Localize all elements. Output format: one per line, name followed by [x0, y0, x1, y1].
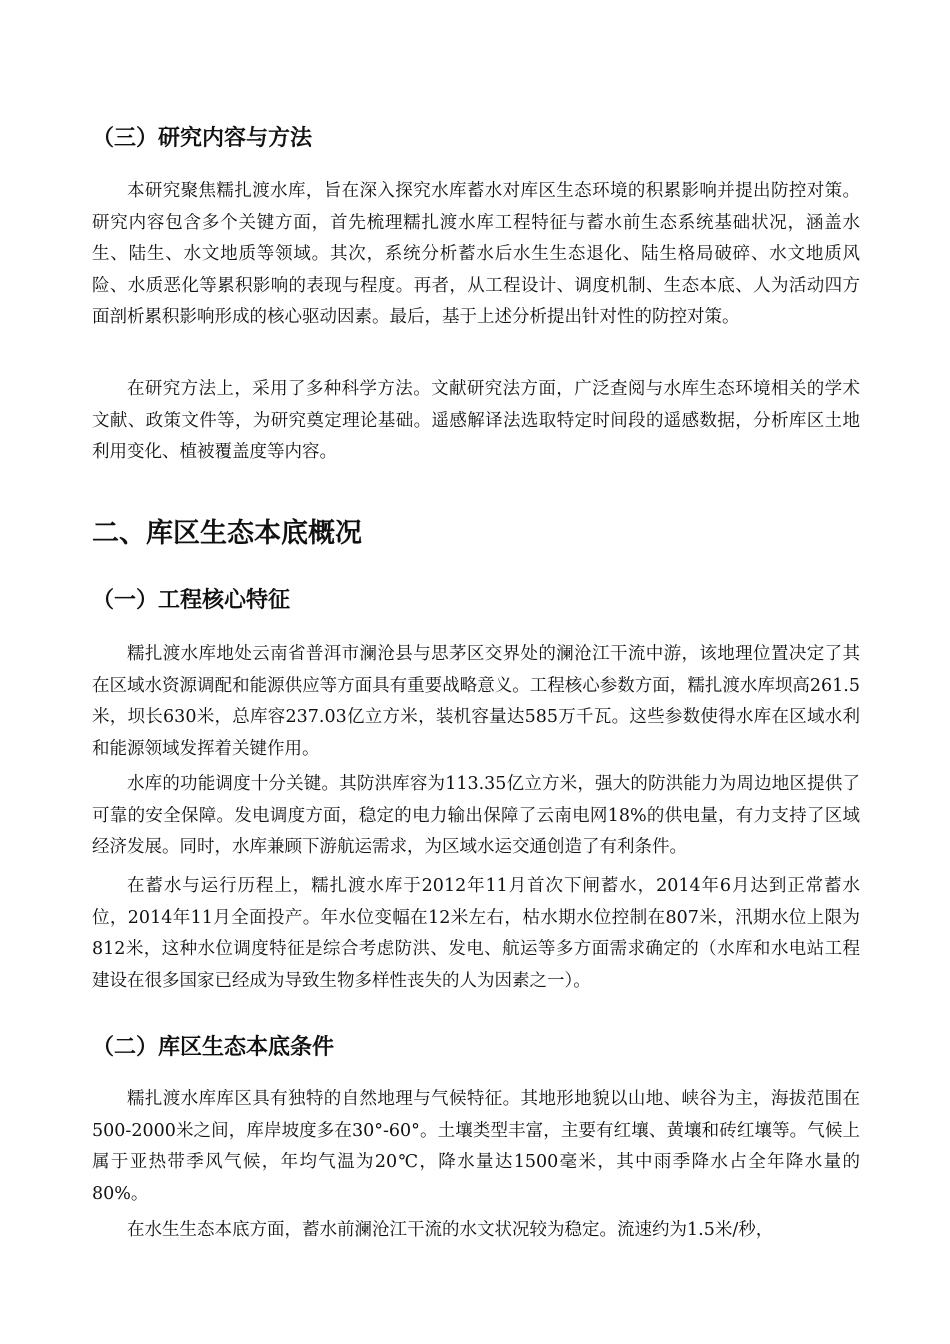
paragraph-geography-climate: 糯扎渡水库库区具有独特的自然地理与气候特征。其地形地貌以山地、峡谷为主，海拔范围在500-2000米之间，库岸坡度多在30°-60°。土壤类型丰富，主要有红壤、黄壤和砖红壤等。气候上属于亚热带季风气候，年均气温为20℃，降水量达1500毫米，其中雨季降水占全年降水量的80%。: [92, 1089, 860, 1204]
paragraph-engineering-location: 糯扎渡水库地处云南省普洱市澜沧县与思茅区交界处的澜沧江干流中游，该地理位置决定了其在区域水资源调配和能源供应等方面具有重要战略意义。工程核心参数方面，糯扎渡水库坝高261.5米，坝长630米，总库容237.03亿立方米，装机容量达585万千瓦。这些参数使得水库在区域水利和能源领域发挥着关键作用。: [92, 644, 860, 759]
section-heading-engineering-features: （一）工程核心特征: [92, 588, 291, 613]
paragraph-research-methods: 在研究方法上，采用了多种科学方法。文献研究法方面，广泛查阅与水库生态环境相关的学术文献、政策文件等，为研究奠定理论基础。遥感解译法选取特定时间段的遥感数据，分析库区土地利用变化、植被覆盖度等内容。: [92, 379, 860, 462]
paragraph-function-dispatch: 水库的功能调度十分关键。其防洪库容为113.35亿立方米，强大的防洪能力为周边地区提供了可靠的安全保障。发电调度方面，稳定的电力输出保障了云南电网18%的供电量，有力支持了区域经济发展。同时，水库兼顾下游航运需求，为区域水运交通创造了有利条件。: [92, 774, 860, 857]
paragraph-aquatic-baseline: 在水生生态本底方面，蓄水前澜沧江干流的水文状况较为稳定。流速约为1.5米/秒，: [127, 1220, 774, 1240]
paragraph-impoundment-history: 在蓄水与运行历程上，糯扎渡水库于2012年11月首次下闸蓄水，2014年6月达到正常蓄水位，2014年11月全面投产。年水位变幅在12米左右，枯水期水位控制在807米，汛期水位上限为812米，这种水位调度特征是综合考虑防洪、发电、航运等多方面需求确定的（水库和水电站工程建设在很多国家已经成为导致生物多样性丧失的人为因素之一）。: [92, 876, 860, 991]
section-heading-research-content: （三）研究内容与方法: [92, 126, 313, 151]
chapter-heading-ecological-baseline: 二、库区生态本底概况: [92, 518, 362, 549]
section-heading-baseline-conditions: （二）库区生态本底条件: [92, 1035, 335, 1060]
paragraph-research-content: 本研究聚焦糯扎渡水库，旨在深入探究水库蓄水对库区生态环境的积累影响并提出防控对策。研究内容包含多个关键方面，首先梳理糯扎渡水库工程特征与蓄水前生态系统基础状况，涵盖水生、陆生、水文地质等领域。其次，系统分析蓄水后水生生态退化、陆生格局破碎、水文地质风险、水质恶化等累积影响的表现与程度。再者，从工程设计、调度机制、生态本底、人为活动四方面剖析累积影响形成的核心驱动因素。最后，基于上述分析提出针对性的防控对策。: [92, 181, 860, 327]
